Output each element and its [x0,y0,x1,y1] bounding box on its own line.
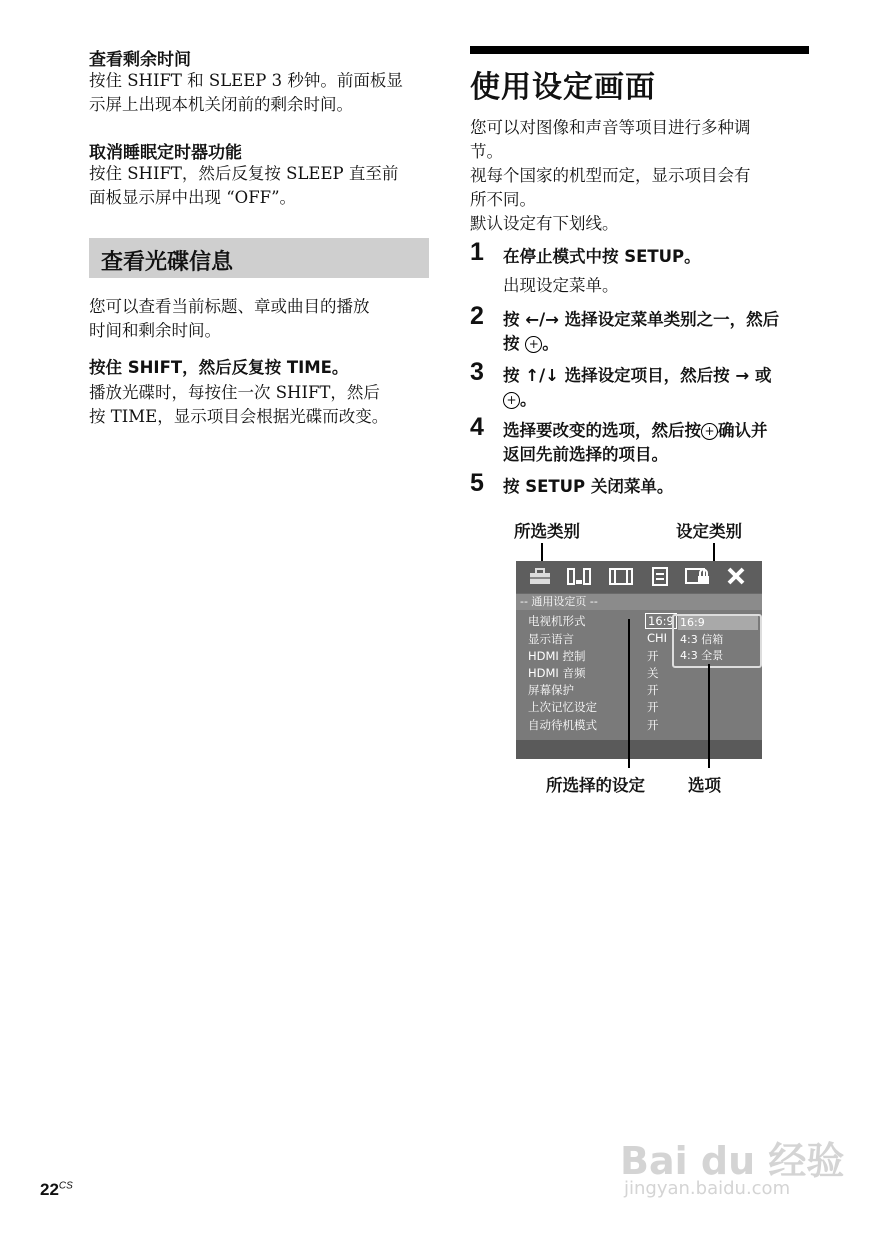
option-item[interactable]: 4:3 全景 [680,649,724,662]
watermark-logo: Bai du 经验 [620,1139,845,1183]
watermark-url: jingyan.baidu.com [624,1178,791,1199]
menu-item-label[interactable]: HDMI 控制 [528,649,586,663]
text-line: 时间和剩余时间。 [89,321,221,340]
menu-item-label[interactable]: 上次记忆设定 [528,700,597,714]
text-fragment: 确认并 [718,421,768,440]
page-number-value: 22 [40,1180,59,1199]
page-number-suffix: CS [58,1180,73,1192]
text-line: 播放光碟时，每按住一次 SHIFT，然后 [89,383,380,402]
step-number: 5 [470,469,484,497]
section-title: 查看光碟信息 [101,250,234,275]
text-line: 按 ←/→ 选择设定菜单类别之一，然后 [503,310,780,329]
options-popup [672,614,762,668]
toolbox-icon[interactable] [528,566,552,588]
text-line: 您可以对图像和声音等项目进行多种调 [470,118,751,137]
step-number: 2 [470,302,484,330]
menu-item-value: CHI [647,631,668,645]
step-text: 在停止模式中按 SETUP。 [503,247,701,266]
callout-selected-setting: 所选择的设定 [546,776,645,795]
paragraph-time-display [89,381,388,429]
callout-setup-category: 设定类别 [676,522,742,541]
enter-button-icon: + [503,392,520,409]
text-line: 面板显示屏中出现 “OFF”。 [89,188,297,207]
text-fragment: 。 [542,334,559,353]
option-item[interactable]: 4:3 信箱 [680,633,724,646]
paragraph-cancel-sleep [89,162,398,210]
subheading-cancel-sleep: 取消睡眠定时器功能 [89,143,242,163]
text-line: 示屏上出现本机关闭前的剩余时间。 [89,95,353,114]
menu-item-value: 关 [647,666,659,680]
enter-button-icon: + [701,423,718,440]
text-line: 节。 [470,142,503,161]
menu-item-label[interactable]: HDMI 音频 [528,666,586,680]
speaker-icon[interactable] [566,566,590,588]
parental-lock-icon[interactable] [684,566,712,588]
page-number [40,1180,73,1200]
text-line [503,419,768,443]
menu-item-value: 开 [647,700,659,714]
menu-item-label[interactable]: 电视机形式 [528,614,586,628]
menu-item-value: 开 [647,683,659,697]
text-line: 按住 SHIFT，然后反复按 SLEEP 直至前 [89,164,399,183]
step-text: 按 SETUP 关闭菜单。 [503,477,674,496]
selected-setting-value: 16:9 [645,613,677,629]
text-line [503,332,779,356]
text-line [503,388,771,412]
menu-item-value: 开 [647,718,659,732]
section-header-disc-info [89,238,429,278]
text-line: 按住 SHIFT 和 SLEEP 3 秒钟。前面板显 [89,71,403,90]
enter-button-icon: + [525,336,542,353]
page-title: 使用设定画面 [470,70,656,105]
category-icon-bar [516,561,762,593]
page-label-bar [516,594,762,610]
menu-item-label[interactable]: 显示语言 [528,632,574,646]
step-number: 3 [470,358,484,386]
menu-item-label[interactable]: 屏幕保护 [528,683,574,697]
text-fragment: 。 [520,390,537,409]
subheading-remaining-time: 查看剩余时间 [89,50,191,70]
text-line: 您可以查看当前标题、章或曲目的播放 [89,297,370,316]
text-line: 返回先前选择的项目。 [503,445,668,464]
callout-selected-category: 所选类别 [514,522,580,541]
step-subtext: 出现设定菜单。 [503,276,619,295]
text-line: 所不同。 [470,190,536,209]
film-icon[interactable] [608,566,632,588]
text-fragment: 选择要改变的选项，然后按 [503,421,701,440]
text-line: 按 TIME，显示项目会根据光碟而改变。 [89,407,389,426]
callout-line [708,664,710,768]
step-text [503,364,771,412]
page-label: -- 通用设定页 -- [520,595,598,608]
callout-line [628,619,630,768]
text-line: 视每个国家的机型而定，显示项目会有 [470,166,751,185]
text-line: 按 ↑/↓ 选择设定项目，然后按 → 或 [503,366,772,385]
menu-item-label[interactable]: 自动待机模式 [528,718,597,732]
text-fragment: 按 [503,334,520,353]
intro-paragraph [470,116,751,236]
step-text [503,308,779,356]
callout-options: 选项 [688,776,721,795]
paragraph-remaining-time [89,69,403,117]
screen-footer-strip [516,740,762,759]
close-icon[interactable] [724,566,748,588]
menu-item-value: 开 [647,649,659,663]
text-line: 默认设定有下划线。 [470,214,619,233]
heading-rule [470,46,809,54]
instruction-time: 按住 SHIFT，然后反复按 TIME。 [89,358,349,377]
setup-screen [516,561,762,759]
step-number: 1 [470,238,484,266]
paragraph-disc-info [89,295,370,343]
step-number: 4 [470,413,484,441]
option-item-selected[interactable]: 16:9 [678,616,758,630]
step-text [503,419,768,467]
list-icon[interactable] [648,566,672,588]
